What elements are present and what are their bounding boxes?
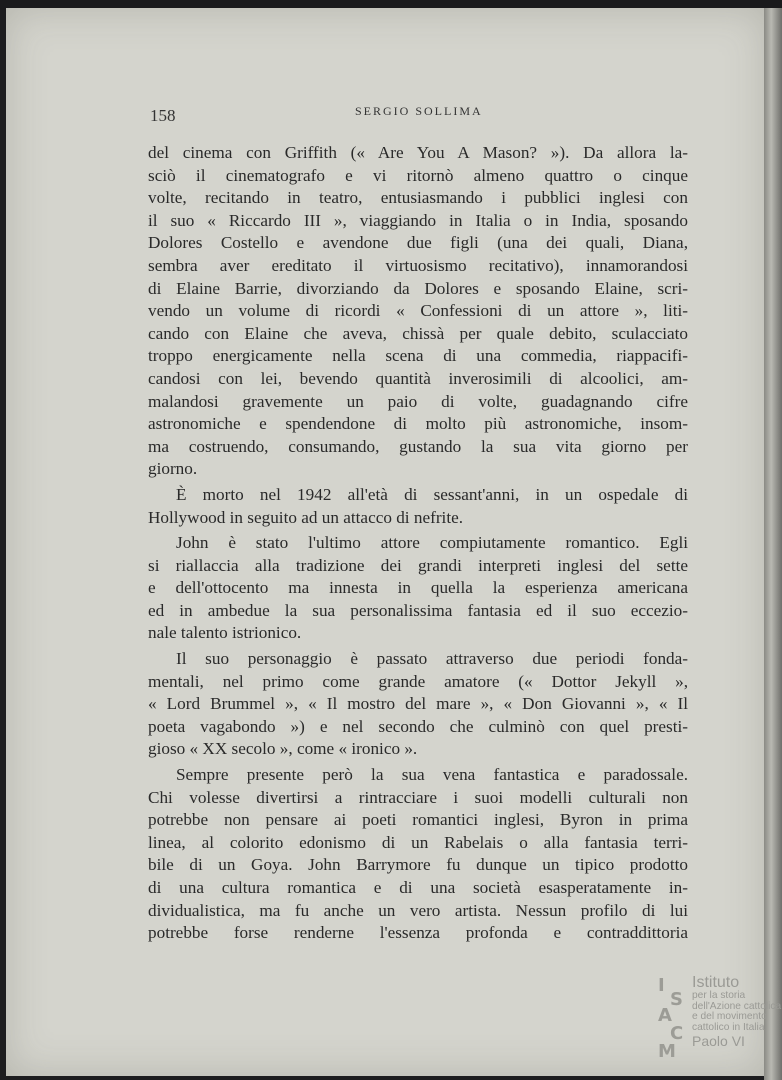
text-line: Hollywood in seguito ad un attacco di nefrite. xyxy=(148,507,464,527)
logo-line: dell'Azione cattolica xyxy=(692,1000,782,1012)
logo-text xyxy=(692,975,782,1049)
logo-letter: I xyxy=(658,975,665,996)
text-line: malandosi gravemente un paio di volte, guadagnando cifre xyxy=(148,391,688,411)
logo-letter: A xyxy=(658,1005,672,1026)
text-line: il suo « Riccardo III », viaggiando in Italia o in India, sposando xyxy=(148,210,688,230)
text-line: potrebbe forse renderne l'essenza profonda e contraddittoria xyxy=(148,923,688,943)
text-line: si riallaccia alla tradizione dei grandi interpreti inglesi del sette xyxy=(148,555,688,575)
text-line: e dell'ottocento ma innesta in quella la esperienza americana xyxy=(148,578,688,598)
page-number: 158 xyxy=(150,106,176,125)
text-line: mentali, nel primo come grande amatore (« Dottor Jekyll », xyxy=(148,671,688,691)
text-line: poeta vagabondo ») e nel secondo che culminò con quel presti- xyxy=(148,716,688,736)
text-line: vendo un volume di ricordi « Confessioni di un attore », liti- xyxy=(148,301,688,321)
logo-letter: S xyxy=(670,989,683,1010)
text-line: potrebbe non pensare ai poeti romantici inglesi, Byron in prima xyxy=(148,810,688,830)
logo-letter: M xyxy=(658,1041,676,1062)
logo-letter: C xyxy=(670,1023,684,1044)
text-line: È morto nel 1942 all'età di sessant'anni, in un ospedale di xyxy=(176,484,688,504)
text-line: bile di un Goya. John Barrymore fu dunque un tipico prodotto xyxy=(148,855,688,875)
text-line: di Elaine Barrie, divorziando da Dolores e sposando Elaine, scri- xyxy=(148,278,688,298)
text-line: Il suo personaggio è passato attraverso due periodi fonda- xyxy=(176,649,688,669)
text-line: sembra aver ereditato il virtuosismo recitativo), innamorandosi xyxy=(148,255,688,275)
logo-line: Istituto xyxy=(692,974,740,991)
text-line: astronomiche e spendendone di molto più astronomiche, insom- xyxy=(148,414,688,434)
text-line: sciò il cinematografo e vi ritornò almeno quattro o cinque xyxy=(148,165,688,185)
logo-monogram xyxy=(656,975,690,1063)
text-line: ma costruendo, consumando, gustando la sua vita giorno per xyxy=(148,436,688,456)
page-edge xyxy=(764,8,782,1080)
text-line: del cinema con Griffith (« Are You A Mason? »). Da allora la- xyxy=(148,143,688,162)
text-line: linea, al colorito edonismo di un Rabelais o alla fantasia terri- xyxy=(148,832,688,852)
logo-line: e del movimento xyxy=(692,1011,767,1023)
logo-line: per la storia xyxy=(692,990,746,1001)
text-line: nale talento istrionico. xyxy=(148,623,302,643)
text-line: candosi con lei, bevendo quantità inverosimili di alcoolici, am- xyxy=(148,368,688,388)
institute-watermark-logo xyxy=(656,974,782,1067)
page-header xyxy=(150,102,690,128)
body-text xyxy=(148,142,688,945)
text-line: « Lord Brummel », « Il mostro del mare », « Don Giovanni », « Il xyxy=(148,694,688,714)
text-line: dividualistica, ma fu anche un vero artista. Nessun profilo di lui xyxy=(148,900,688,920)
text-line: ed in ambedue la sua personalissima fantasia ed il suo eccezio- xyxy=(148,600,688,620)
logo-line: Paolo VI xyxy=(692,1033,745,1050)
text-line: troppo energicamente nella scena di una commedia, riappacifi- xyxy=(148,346,688,366)
text-line: gioso « XX secolo », come « ironico ». xyxy=(148,739,418,759)
text-line: John è stato l'ultimo attore compiutamente romantico. Egli xyxy=(176,533,688,553)
text-line: di una cultura romantica e di una società esasperatamente in- xyxy=(148,878,688,897)
logo-line: cattolico in Italia xyxy=(692,1021,765,1033)
text-line: giorno. xyxy=(148,459,198,479)
text-line: Sempre presente però la sua vena fantastica e paradossale. xyxy=(176,765,688,785)
text-line: Chi volesse divertirsi a rintracciare i suoi modelli culturali non xyxy=(148,787,688,807)
text-line: cando con Elaine che aveva, chissà per quale debito, sculacciato xyxy=(148,323,688,343)
text-line: volte, recitando in teatro, entusiasmando i pubblici inglesi con xyxy=(148,188,688,208)
text-line: Dolores Costello e avendone due figli (una dei quali, Diana, xyxy=(148,233,688,253)
running-head: SERGIO SOLLIMA xyxy=(355,104,483,118)
